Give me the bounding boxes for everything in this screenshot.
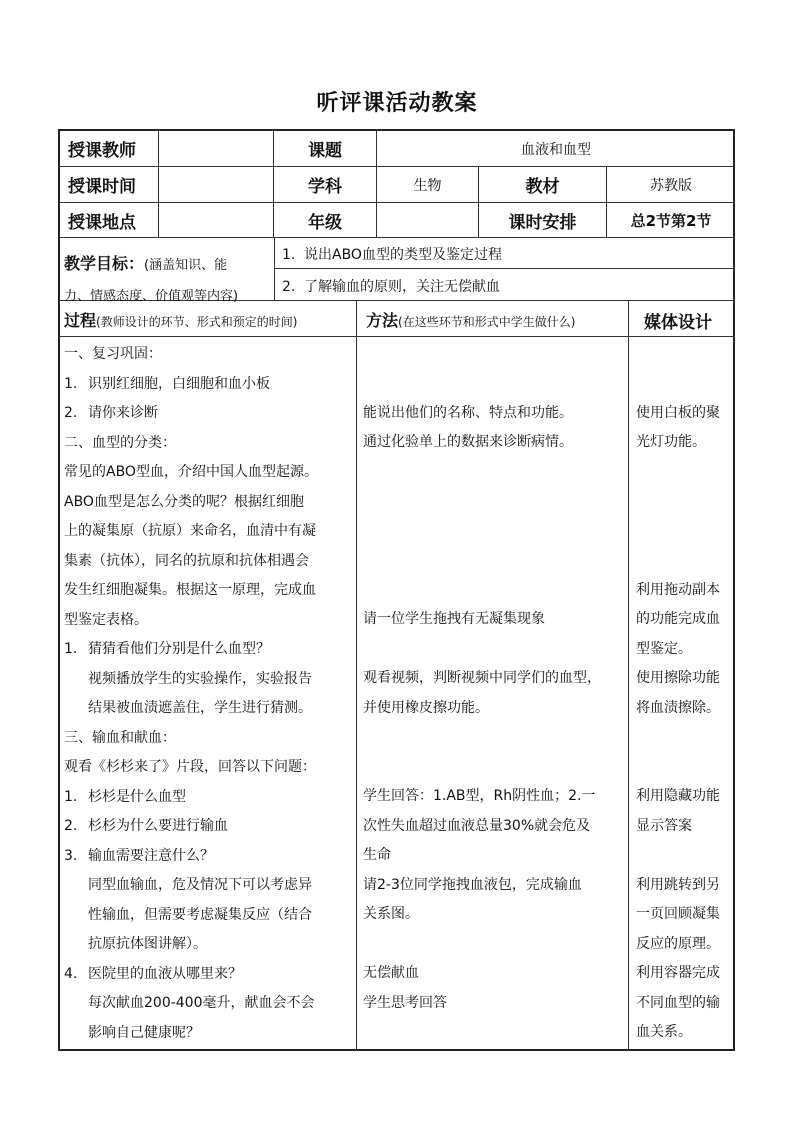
- objective-num: 2.: [282, 279, 296, 295]
- process-line: 集素（抗体），同名的抗原和抗体相遇会: [64, 552, 309, 569]
- method-line: 请一位学生拖拽有无凝集现象: [363, 611, 545, 627]
- list-number: 4.: [64, 965, 78, 982]
- method-line: 生命: [363, 847, 391, 863]
- process-line: [64, 812, 354, 842]
- grade-value: [377, 203, 478, 237]
- page-title: 听评课活动教案: [316, 91, 478, 116]
- media-line: 型鉴定。: [636, 640, 692, 657]
- method-line: 能说出他们的名称、特点和功能。: [363, 404, 573, 421]
- objective-num: 1.: [282, 247, 296, 263]
- method-line: [363, 517, 625, 547]
- textbook-value: 苏教版: [650, 177, 692, 194]
- media-line: 使用白板的聚: [636, 404, 720, 421]
- method-note: (在这些环节和形式中学生做什么): [398, 315, 576, 329]
- method-line: 并使用橡皮擦功能。: [363, 699, 489, 716]
- objectives-label-bold: 教学目标：: [64, 254, 145, 273]
- row-divider: [58, 237, 735, 238]
- col-divider: [628, 300, 629, 1051]
- list-text: 杉杉为什么要进行输血: [88, 818, 228, 834]
- media-line: [636, 546, 732, 576]
- process-line: 视频播放学生的实验操作，实验报告: [88, 670, 312, 687]
- textbook-label: 教材: [525, 177, 560, 197]
- grade-label: 年级: [308, 212, 342, 233]
- process-line: 一、复习巩固：: [64, 346, 162, 362]
- teacher-label: 授课教师: [68, 141, 136, 161]
- process-line: 抗原抗体图讲解）。: [88, 936, 207, 952]
- subject-label: 学科: [308, 177, 342, 197]
- media-line: 利用跳转到另: [636, 876, 720, 893]
- method-line: 学生思考回答: [363, 994, 447, 1011]
- method-line: 学生回答：1.AB型，Rh阴性血；2.一: [363, 788, 596, 804]
- process-line: 性输血，但需要考虑凝集反应（结合: [88, 906, 312, 923]
- list-number: 2.: [64, 818, 78, 834]
- media-line: 将血渍擦除。: [636, 699, 720, 716]
- method-line: [363, 546, 625, 576]
- media-line: [636, 369, 732, 399]
- media-line: [636, 458, 732, 488]
- place-label: 授课地点: [68, 212, 136, 233]
- list-text: 识别红细胞，白细胞和血小板: [88, 375, 270, 392]
- method-line: [363, 635, 625, 665]
- media-line: 利用容器完成: [636, 965, 720, 981]
- process-note: (教师设计的环节、形式和预定的时间): [96, 315, 298, 329]
- media-line: [636, 841, 732, 871]
- list-number: 1.: [64, 375, 78, 392]
- media-line: [636, 487, 732, 517]
- process-line: [64, 960, 354, 990]
- process-title: 过程: [64, 311, 97, 330]
- schedule-value: 总2节第2节: [630, 211, 712, 230]
- method-line: [363, 487, 625, 517]
- process-line: 三、输血和献血：: [64, 729, 176, 746]
- method-line: 观看视频，判断视频中同学们的血型，: [363, 670, 601, 686]
- method-title: 方法: [366, 311, 399, 330]
- method-line: 关系图。: [363, 906, 419, 922]
- process-line: 结果被血渍遮盖住，学生进行猜测。: [88, 700, 312, 716]
- row-divider: [58, 336, 735, 337]
- media-title: 媒体设计: [644, 313, 712, 333]
- media-line: 利用隐藏功能: [636, 788, 720, 804]
- teacher-value: [159, 131, 273, 166]
- media-line: [636, 753, 732, 783]
- process-line: 上的凝集原（抗原）来命名，血清中有凝: [64, 523, 316, 539]
- process-heading: [64, 308, 297, 331]
- media-column: [636, 369, 732, 1048]
- method-line: [363, 753, 625, 783]
- list-text: 医院里的血液从哪里来？: [88, 965, 242, 982]
- method-line: 无偿献血: [363, 965, 419, 981]
- media-line: 利用拖动副本: [636, 581, 720, 598]
- time-label: 授课时间: [68, 177, 136, 197]
- method-heading: [366, 308, 575, 331]
- objective-text: 说出ABO血型的类型及鉴定过程: [304, 247, 502, 263]
- list-number: 1.: [64, 641, 78, 657]
- media-line: [636, 517, 732, 547]
- media-heading: [644, 308, 712, 333]
- media-line: 血关系。: [636, 1024, 692, 1040]
- process-line: 同型血输血，危及情况下可以考虑异: [88, 877, 312, 893]
- schedule-label: 课时安排: [508, 212, 577, 233]
- objectives-label-note-2: 力、情感态度、价值观等内容): [64, 289, 239, 304]
- method-line: [363, 930, 625, 960]
- process-line: [64, 370, 354, 400]
- media-line: 不同血型的输: [636, 994, 720, 1011]
- process-line: 观看《杉杉来了》片段，回答以下问题：: [64, 759, 316, 775]
- list-text: 杉杉是什么血型: [88, 788, 186, 805]
- process-line: 影响自己健康呢？: [88, 1024, 200, 1041]
- media-line: 反应的原理。: [636, 935, 720, 952]
- method-line: 通过化验单上的数据来诊断病情。: [363, 434, 573, 450]
- process-line: [64, 635, 354, 665]
- process-line: 常见的ABO型血，介绍中国人血型起源。: [64, 464, 318, 480]
- topic-label: 课题: [308, 141, 342, 161]
- row-divider: [274, 268, 735, 269]
- list-number: 2.: [64, 405, 78, 421]
- objective-text: 了解输血的原则，关注无偿献血: [304, 279, 500, 295]
- process-line: 型鉴定表格。: [64, 611, 148, 628]
- objective-item-1: [282, 244, 502, 264]
- media-line: 显示答案: [636, 817, 692, 834]
- method-line: [363, 723, 625, 753]
- list-text: 请你来诊断: [88, 405, 158, 421]
- process-line: 二、血型的分类：: [64, 434, 176, 451]
- objective-item-2: [282, 276, 500, 296]
- list-number: 1.: [64, 788, 78, 805]
- list-text: 输血需要注意什么？: [88, 847, 214, 864]
- method-line: [363, 458, 625, 488]
- method-line: 请2-3位同学拖拽血液包，完成输血: [363, 876, 582, 893]
- process-line: [64, 399, 354, 429]
- process-line: [64, 842, 354, 872]
- media-line: [636, 723, 732, 753]
- process-line: 发生红细胞凝集。根据这一原理，完成血: [64, 582, 316, 598]
- process-column: [64, 340, 354, 1048]
- method-line: 次性失血超过血液总量30%就会危及: [363, 817, 591, 834]
- media-line: 的功能完成血: [636, 611, 720, 627]
- subject-value: 生物: [413, 177, 442, 194]
- method-line: [363, 369, 625, 399]
- method-column: [363, 369, 625, 1018]
- topic-value: 血液和血型: [521, 141, 591, 158]
- media-line: 使用擦除功能: [636, 670, 720, 686]
- time-value: [159, 167, 273, 202]
- list-text: 猜猜看他们分别是什么血型？: [88, 641, 270, 657]
- process-line: ABO血型是怎么分类的呢？根据红细胞: [64, 493, 304, 510]
- place-value: [159, 203, 273, 237]
- method-line: [363, 576, 625, 606]
- process-line: [64, 783, 354, 813]
- col-divider: [356, 300, 357, 1051]
- process-line: 每次献血200-400毫升，献血会不会: [88, 995, 315, 1011]
- list-number: 3.: [64, 847, 78, 864]
- media-line: 一页回顾凝集: [636, 906, 720, 922]
- objectives-label-note: (涵盖知识、能: [144, 258, 228, 273]
- media-line: 光灯功能。: [636, 434, 706, 450]
